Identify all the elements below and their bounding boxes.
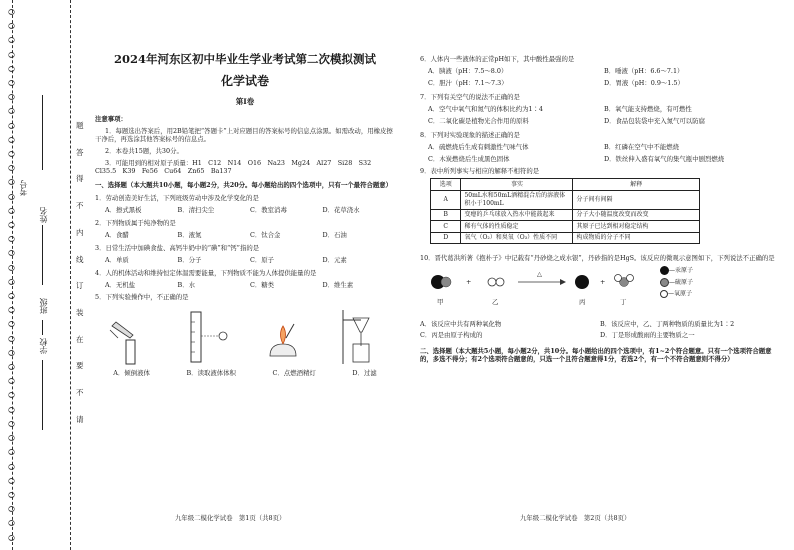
q5-options (95, 369, 395, 377)
legend-mercury: —汞原子 (669, 267, 694, 274)
plus-sign-2: + (600, 278, 606, 286)
page2-footer: 九年级二模化学试卷 第2页（共8页） (520, 514, 631, 522)
page-1 (95, 0, 395, 377)
option: D．石油 (322, 230, 347, 239)
binding-circle: O (7, 434, 16, 442)
seal-char: 装 (76, 308, 84, 318)
option: D．元素 (322, 255, 347, 264)
section2-heading: 二、选择题（本大题共5小题，每小题2分，共10分。每小题给出的四个选项中，有1~2个符合题意。只有一个选项符合题意的，多选不得分；有2个选项符合题意的，只选一个且符合题意得1分，若选2个，有一个不符合题意则不得分） (420, 347, 772, 363)
binding-circle: O (7, 179, 16, 186)
table-header: 事实 (461, 179, 573, 191)
option: A．胰液（pH：7.5～8.0） (428, 67, 508, 75)
class-label: 班级 (39, 298, 48, 314)
question-stem: 6．人体内一些液体的正常pH如下，其中酸性最强的是 (420, 55, 575, 63)
binding-circle: O (7, 51, 16, 58)
binding-circle: O (7, 392, 16, 399)
exam-no-label: 考号 (19, 180, 28, 196)
q5-stem: 5．下列实验操作中，不正确的是 (95, 292, 189, 301)
table-cell: 分子大小随温度改变而改变 (573, 209, 700, 221)
question-stem: 2．下列物质属于纯净物的是 (95, 218, 176, 227)
question-stem: 7．下列有关空气的说法不正确的是 (420, 93, 520, 101)
name-label: 姓名 (39, 207, 48, 223)
exam-subtitle: 化学试卷 (220, 74, 269, 89)
option: D．花草浇水 (322, 205, 360, 214)
binding-circle: O (7, 463, 16, 470)
option: C．原子 (250, 255, 275, 264)
binding-circle: O (7, 406, 16, 413)
binding-circle: O (7, 449, 16, 456)
option: C．木炭燃烧后生成黑色固体 (428, 155, 510, 163)
option: B．氧气能支持燃烧，有可燃性 (604, 105, 692, 113)
binding-circle: O (7, 505, 16, 513)
seal-char: 不 (76, 201, 84, 211)
binding-circle: O (7, 378, 16, 385)
plus-sign-1: + (466, 278, 472, 286)
q10-stem: 10．晋代葛洪所著《抱朴子》中记载有“丹砂烧之成水银”，丹砂指的是HgS。该反应的微观示意图如下，下列说法不正确的是 (420, 254, 775, 262)
binding-circle: O (7, 122, 16, 129)
binding-circle: O (7, 8, 16, 16)
class-line-2 (42, 320, 43, 335)
table-row (431, 232, 700, 244)
note-3: 3．可能用到的相对原子质量：H1 C12 N14 O16 Na23 Mg24 Al27 Si28 S32 Cl35.5 K39 Fe56 Cu64 Zn65 Ba137 (95, 158, 378, 175)
binding-circle: O (7, 93, 16, 101)
binding-circle: O (7, 292, 16, 300)
binding-circle: O (7, 108, 16, 115)
seal-char: 订 (76, 281, 84, 291)
option: D．胃液（pH：0.9～1.5） (604, 79, 684, 87)
option: B．红磷在空气中不能燃烧 (604, 143, 679, 151)
option: A．食醋 (105, 230, 129, 239)
binding-circle: O (7, 79, 16, 87)
seal-char: 答 (76, 147, 84, 157)
option: B．液氮 (177, 230, 202, 239)
seal-char: 线 (76, 254, 84, 264)
question-options (420, 117, 780, 125)
atom-legend (660, 266, 693, 298)
option: A．空气中氧气和氮气的体积比约为1∶4 (428, 105, 543, 113)
seal-warning (76, 120, 84, 425)
read-volume-figure (183, 306, 233, 366)
option: C．教室消毒 (250, 205, 287, 214)
option: A．单质 (105, 255, 129, 264)
legend-oxygen: —氧原子 (668, 290, 693, 298)
option: C．二氧化碳是植物光合作用的原料 (428, 117, 529, 125)
binding-circle: O (7, 235, 16, 243)
table-row (431, 209, 700, 221)
binding-circles (7, 8, 17, 542)
table-cell: 稀有气体的性质稳定 (461, 221, 573, 233)
seal-char: 要 (76, 361, 84, 371)
filtration-figure (333, 306, 383, 366)
option: B．水 (177, 280, 195, 289)
seal-char: 得 (76, 174, 84, 184)
table-cell: B (431, 209, 461, 221)
question-stem: 4．人的机体活动和维持恒定体温需要能量，下列物质不能为人体提供能量的是 (95, 268, 317, 277)
volume-label: 第Ⅰ卷 (235, 97, 255, 107)
option: D．铁丝伸入盛有氧气的集气瓶中剧烈燃烧 (604, 155, 725, 163)
q9-table (430, 178, 700, 244)
binding-circle: O (7, 520, 16, 527)
exam-title: 2024年河东区初中毕业生学业考试第二次模拟测试 (113, 52, 376, 66)
note-1: 1．每题选出答案后，用2B铅笔把“答题卡”上对应题目的答案标号的信息点涂黑。如需改动，用橡皮擦干净后，再选涂其他答案标号的信息点。 (95, 126, 393, 143)
page1-footer: 九年级二模化学试卷 第1页（共8页） (175, 514, 286, 522)
q10-option-c: C．丙是由原子构成的 (420, 331, 483, 339)
notes-heading: 注意事项： (95, 114, 127, 123)
option: A．擦式黑板 (105, 205, 142, 214)
question-options (420, 67, 780, 75)
binding-circle: O (7, 193, 16, 200)
table-cell: 分子间有间隔 (573, 190, 700, 209)
binding-circle: O (7, 207, 16, 215)
binding-circle: O (7, 306, 16, 314)
q5-option: C．点燃酒精灯 (272, 368, 316, 377)
reaction-diagram (420, 266, 700, 314)
binding-circle: O (7, 335, 16, 342)
seal-char: 内 (76, 227, 84, 237)
table-cell: 50mL水和50mL酒精混合后的溶液体积小于100mL (461, 190, 573, 209)
binding-margin (0, 0, 88, 550)
option: C．钛合金 (250, 230, 281, 239)
question-stem: 3．日常生活中加碘食盐、高钙牛奶中的“碘”和“钙”指的是 (95, 243, 260, 252)
class-line (42, 225, 43, 285)
question-stem: 8．下列对实验现象的描述正确的是 (420, 131, 520, 139)
question-options (95, 206, 395, 214)
question-options (95, 256, 395, 264)
question-stem: 1．劳动创造美好生活，下列班级劳动中涉及化学变化的是 (95, 193, 259, 202)
binding-circle: O (7, 22, 16, 30)
binding-circle: O (7, 534, 16, 541)
binding-circle: O (7, 363, 16, 371)
table-row (431, 221, 700, 233)
seal-char: 在 (76, 334, 84, 344)
table-cell: 其原子已达到相对稳定结构 (573, 221, 700, 233)
binding-circle: O (7, 65, 16, 73)
question-options (420, 79, 780, 87)
legend-sulfur: —硫原子 (669, 279, 694, 286)
binding-circle: O (7, 491, 16, 499)
option: B．清扫尖尘 (177, 205, 215, 214)
inner-dashed-line (70, 0, 71, 550)
q5-option: A．倾倒液体 (113, 368, 150, 377)
species-bing: 丙 (579, 298, 586, 306)
option: A．硫燃烧后生成有刺激性气味气体 (428, 143, 529, 151)
q5-option: B．读取液体体积 (186, 368, 236, 377)
species-yi: 乙 (492, 298, 499, 306)
binding-circle: O (7, 250, 16, 257)
binding-circle: O (7, 349, 16, 357)
binding-circle: O (7, 477, 16, 484)
table-cell: 构成物质的分子不同 (573, 232, 700, 244)
q5-figures (95, 304, 395, 366)
q9-stem: 9．表中所列事实与相应的解释不相符的是 (420, 167, 540, 175)
heat-symbol: △ (537, 270, 542, 278)
seal-char: 请 (76, 414, 84, 424)
pour-liquid-figure (108, 316, 158, 366)
table-header: 解释 (573, 179, 700, 191)
table-cell: 氧气（O₂）和臭氧（O₃）性质不同 (461, 232, 573, 244)
question-options (420, 105, 780, 113)
q10-option-b: B．该反应中，乙、丁两种物质的质量比为1∶2 (600, 320, 735, 328)
table-row (431, 190, 700, 209)
table-header: 选项 (431, 179, 461, 191)
option: B．分子 (177, 255, 202, 264)
binding-circle: O (7, 136, 16, 144)
table-cell: D (431, 232, 461, 244)
question-options (95, 231, 395, 239)
section1-heading: 一、选择题（本大题共10小题，每小题2分，共20分。每小题给出的四个选项中，只有一个最符合题意） (95, 180, 393, 189)
q10-option-a: A．该反应中共有两种氧化物 (420, 320, 502, 328)
q5-option: D．过滤 (352, 368, 377, 377)
page-2 (420, 0, 780, 363)
binding-circle: O (7, 278, 16, 286)
question-options (95, 281, 395, 289)
binding-circle: O (7, 221, 16, 229)
q10-option-d: D．丁是形成酸雨的主要物质之一 (600, 331, 695, 339)
table-cell: C (431, 221, 461, 233)
option: C．糖类 (250, 280, 275, 289)
binding-circle: O (7, 37, 16, 44)
question-options (420, 155, 780, 163)
table-cell: A (431, 190, 461, 209)
seal-char: 不 (76, 388, 84, 398)
binding-circle: O (7, 420, 16, 428)
binding-circle: O (7, 150, 16, 158)
binding-circle: O (7, 264, 16, 271)
option: B．唾液（pH：6.6～7.1） (604, 67, 684, 75)
note-2: 2．本卷共15题，共30分。 (105, 146, 183, 155)
option: D．食品包装袋中充入氮气可以防腐 (604, 117, 705, 125)
option: A．无机盐 (105, 280, 136, 289)
option: C．胆汁（pH：7.1～7.3） (428, 79, 508, 87)
q10-diagram (420, 266, 780, 314)
question-options (420, 143, 780, 151)
light-lamp-figure (258, 316, 308, 366)
binding-circle: O (7, 321, 16, 328)
table-cell: 变瘪的乒乓球放入热水中能鼓起来 (461, 209, 573, 221)
species-jia: 甲 (437, 298, 444, 306)
option: D．维生素 (322, 280, 354, 289)
school-line (42, 360, 43, 430)
school-label: 学校 (39, 338, 48, 354)
binding-circle: O (7, 164, 16, 172)
species-ding: 丁 (620, 298, 627, 306)
name-line (42, 95, 43, 170)
seal-char: 题 (76, 121, 84, 130)
